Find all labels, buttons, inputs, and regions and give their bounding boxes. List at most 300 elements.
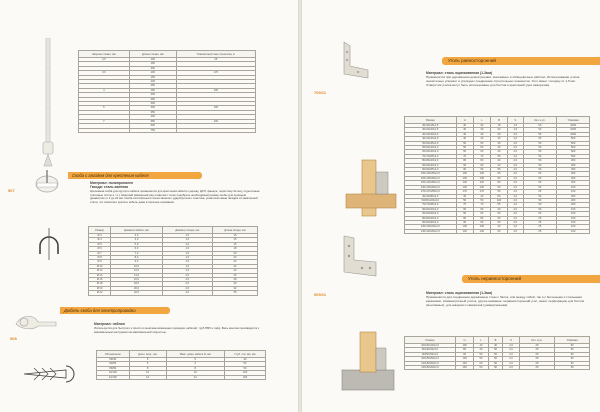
table-cell: 40 [224, 358, 265, 362]
table-cell: Ø 9 [89, 260, 111, 264]
nonequal-section-band: Уголь неравносторонний [462, 275, 600, 283]
table-cell: 60 [490, 229, 507, 233]
table-cell: 8,0 [111, 256, 162, 260]
table-cell: 1,6 [162, 256, 212, 260]
table-cell: 55 [490, 203, 507, 207]
table-cell: 2,0 [162, 282, 212, 286]
table-cell: 25 [519, 348, 555, 352]
table-cell: 2,0 [508, 225, 523, 229]
clip-table: Размер Диаметр кабеля, мм Диаметр гвоздя, мм Длина гвоздя, мм Ø 3 3,0 1,6 15 Ø 4 4,0 1,6 15 Ø 5 5,0 1,6 15 Ø 6 6,0 1,6 18 Ø 7 7,0 1,6 20 Ø 8 8,0 1,6 20 Ø 9 9,0 1,6 22 Ø 10 10,0 1,6 22 Ø 12 12,0 1,6 22 Ø 14 14,0 2,0 25 Ø 16 16,0 2,0 28 Ø 18 18,0 2,0 30 Ø 20 20,0 2,0 32 Ø 22 22,0 2,0 35 [88, 226, 258, 296]
dowel-description: Используется для быстрого и простого монтажа возможных проводов, кабелей, труб ПВХ и гофр. Весь монтаж производится с минимальным инструментом максимальной скоростью. [94, 326, 260, 334]
table-cell: 30х30х20х1,5 [405, 128, 457, 132]
table-cell: 40 [490, 225, 507, 229]
table-cell: 300 [557, 172, 590, 176]
table-cell: 2,0 [508, 172, 523, 176]
table-cell: 25 [519, 344, 555, 348]
table-cell: 250 [129, 97, 176, 101]
table-cell: 60 [473, 212, 490, 216]
table-cell: 200 [557, 198, 590, 202]
table-cell: 2,0 [508, 137, 523, 141]
table-cell: 50 [523, 154, 557, 158]
table-cell: 40 [456, 137, 473, 141]
table-cell: 20 [212, 256, 257, 260]
clip-code: 507 [8, 188, 15, 193]
table-cell: 60 [456, 150, 473, 154]
table-cell: 1000 [557, 132, 590, 136]
table-cell: 20 [490, 128, 507, 132]
table-cell: 80 [473, 159, 490, 163]
table-cell: 1,6 [162, 251, 212, 255]
table-cell: 750 [129, 128, 176, 132]
table-cell: 22 [212, 264, 257, 268]
table-cell: 100 [557, 185, 590, 189]
table-cell: 8 [166, 366, 224, 370]
table-cell: 2,0 [508, 220, 523, 224]
table-cell: 60х60х40х2,0 [405, 150, 457, 154]
table-cell: 2,0 [508, 212, 523, 216]
table-cell: 5 [79, 106, 130, 110]
table-cell: 250 [129, 84, 176, 88]
table-cell: 50х50х35х2,0 [405, 141, 457, 145]
table-cell: 100 [557, 190, 590, 194]
table-cell: 50 [555, 348, 590, 352]
table-cell: 60 [488, 348, 503, 352]
table-cell: 130 [473, 185, 490, 189]
table-cell: 2,0 [508, 132, 523, 136]
table-cell: 50х50х100х2,0 [405, 198, 457, 202]
table-cell: 3,6 [79, 71, 130, 75]
table-cell: 100 [456, 357, 474, 361]
table-cell: 200 [129, 80, 176, 84]
table-cell: 2,0 [508, 185, 523, 189]
table-cell: 30 [473, 128, 490, 132]
table-cell: 40х40х80х2,0 [405, 194, 457, 198]
table-cell: 10 [166, 371, 224, 375]
table-cell: 12/100 [97, 375, 130, 379]
table-cell: 50 [555, 361, 590, 365]
table-cell: 50 [555, 357, 590, 361]
table-cell: Ø 10 [89, 264, 111, 268]
table-cell: 90х90х90х2,0 [405, 220, 457, 224]
table-cell: 2,0 [508, 216, 523, 220]
table-cell: 2,0 [508, 203, 523, 207]
table-cell: 70 [473, 154, 490, 158]
table-cell: 100 [456, 225, 473, 229]
table-cell: 55 [490, 190, 507, 194]
table-cell: 50 [523, 194, 557, 198]
table-cell: 50 [488, 352, 503, 356]
table-cell: 100 [557, 216, 590, 220]
table-cell: 90 [473, 168, 490, 172]
table-cell: 120х120х80х2,0 [405, 181, 457, 185]
table-cell: 50 [523, 203, 557, 207]
dowel-photo [12, 308, 60, 334]
table-cell: 1,6 [162, 242, 212, 246]
cable-clip-drawing [34, 226, 64, 266]
table-cell: 60х60х60х2,0 [405, 212, 457, 216]
table-cell: 2,0 [162, 278, 212, 282]
table-cell: 80х40х60х2,0 [405, 348, 456, 352]
table-cell: 25 [523, 220, 557, 224]
table-cell: 2,0 [503, 357, 519, 361]
table-cell: 300 [557, 194, 590, 198]
table-row [79, 128, 256, 132]
table-cell: 90 [490, 185, 507, 189]
table-cell: 2,0 [508, 146, 523, 150]
table-cell: 70х70х55х2,0 [405, 154, 457, 158]
table-cell: Ø 18 [89, 282, 111, 286]
table-cell: 80 [456, 159, 473, 163]
table-cell: 120 [456, 181, 473, 185]
table-cell: 140 [456, 229, 473, 233]
table-cell: 40 [474, 348, 489, 352]
table-cell: 100 [473, 172, 490, 176]
angle-code-1: 709/11 [314, 90, 327, 95]
table-cell: 2,0 [508, 176, 523, 180]
table-cell: 50 [523, 207, 557, 211]
table-cell: 25 [523, 229, 557, 233]
table-cell: 20 [212, 251, 257, 255]
left-page [0, 0, 298, 412]
table-cell: 170 [456, 190, 473, 194]
table-cell: 35 [490, 141, 507, 145]
table-cell: 150 [129, 88, 176, 92]
table-cell: 8D/50 [97, 366, 130, 370]
table-cell: 6,0 [111, 247, 162, 251]
table-cell: 12 [129, 375, 166, 379]
table-cell: 300 [557, 168, 590, 172]
table-cell: 100 [224, 375, 265, 379]
table-cell: 70 [456, 154, 473, 158]
table-cell: 2,0 [162, 291, 212, 295]
table-cell: Ø 22 [89, 291, 111, 295]
table-cell: 500 [557, 150, 590, 154]
table-cell: 18 [212, 247, 257, 251]
table-cell: 100 [490, 198, 507, 202]
table-cell: 30 [212, 282, 257, 286]
table-cell: 50 [555, 366, 590, 370]
table-cell: 50 [523, 159, 557, 163]
table-cell: 40 [490, 150, 507, 154]
table-cell: 40х40х30х2,0 [405, 132, 457, 136]
table-cell: 100 [129, 71, 176, 75]
table-cell: 90 [473, 163, 490, 167]
table-cell: 105 [456, 176, 473, 180]
table-cell: 5 [129, 358, 166, 362]
table-cell: 50 [523, 176, 557, 180]
table-cell: 9,0 [111, 260, 162, 264]
table-cell: 90х90х40х2,0 [405, 207, 457, 211]
table-cell: 100 [557, 225, 590, 229]
table-cell: 2,0 [508, 163, 523, 167]
table-cell: 90 [456, 207, 473, 211]
table-row [97, 375, 266, 379]
table-cell: 65 [490, 172, 507, 176]
table-cell: 50 [473, 146, 490, 150]
table-cell: 80 [456, 216, 473, 220]
clip-material: Материал: полипропилен [90, 181, 134, 185]
table-cell: 30 [473, 124, 490, 128]
table-cell: 40 [474, 344, 489, 348]
table-cell: 50 [523, 150, 557, 154]
table-cell: 50 [523, 172, 557, 176]
table-cell: 2,0 [508, 168, 523, 172]
table-cell: 2,0 [508, 154, 523, 158]
table-cell: 2,0 [508, 194, 523, 198]
table-cell: 2,0 [503, 344, 519, 348]
table-cell: 60 [473, 150, 490, 154]
table-cell: 50 [523, 212, 557, 216]
table-cell: 3,0 [111, 234, 162, 238]
table-cell: 70 [473, 203, 490, 207]
table-cell: 1,6 [162, 264, 212, 268]
table-cell: 60 [488, 366, 503, 370]
table-cell: 10 [129, 371, 166, 375]
table-cell: 40 [490, 146, 507, 150]
table-cell: 2,0 [508, 150, 523, 154]
table-cell: 18 [490, 124, 507, 128]
table-cell: 130 [456, 366, 474, 370]
table-cell: 90 [473, 220, 490, 224]
table-cell: 1,5 [508, 124, 523, 128]
table-cell: 50 [488, 357, 503, 361]
table-cell: 170х170х55х2,0 [405, 190, 457, 194]
table-cell: 100х50х50х2,0 [405, 357, 456, 361]
table-cell: 32 [212, 286, 257, 290]
table-cell: Ø 6 [89, 247, 111, 251]
table-cell: 40 [456, 194, 473, 198]
table-cell: 100 [176, 106, 255, 110]
table-cell: 10,0 [111, 264, 162, 268]
table-cell: 90 [490, 220, 507, 224]
table-cell: Ø 12 [89, 269, 111, 273]
table-cell: 25 [519, 352, 555, 356]
table-row [405, 366, 590, 370]
table-cell: 60 [456, 212, 473, 216]
table-cell: 60 [490, 212, 507, 216]
table-cell: 40 [473, 137, 490, 141]
table-cell: 100х100х65х2,0 [405, 172, 457, 176]
table-cell: 70х70х55х2,0 [405, 203, 457, 207]
table-cell: 50 [523, 185, 557, 189]
table-cell: 150 [129, 62, 176, 66]
table-cell: 130х130х90х2,0 [405, 185, 457, 189]
table-cell: 100 [456, 172, 473, 176]
table-cell: 300 [557, 159, 590, 163]
table-row [89, 291, 258, 295]
table-cell: 50 [523, 181, 557, 185]
table-cell: 7 [79, 119, 130, 123]
table-cell: 120 [473, 181, 490, 185]
wide-bracket-illustration [340, 232, 380, 280]
table-cell: 50 [523, 198, 557, 202]
bracket-wood-joint-photo [344, 158, 400, 218]
dowel-material: Материал: нейлон [94, 322, 125, 326]
dowel-section-band: Дюбель-скоба для электропроводки [60, 307, 170, 314]
table-cell: 25 [519, 361, 555, 365]
table-cell: 50 [523, 168, 557, 172]
table-cell: 50 [473, 141, 490, 145]
table-cell: 90 [473, 207, 490, 211]
table-cell: 80 [490, 194, 507, 198]
table-cell: 50 [523, 128, 557, 132]
table-cell: 35 [212, 291, 257, 295]
cable-clip-photo [32, 168, 62, 194]
table-cell: 50 [555, 344, 590, 348]
table-cell: 80 [456, 348, 474, 352]
table-cell: 50 [474, 357, 489, 361]
table-cell: 2,0 [503, 366, 519, 370]
table-cell: 120х60х60х2,0 [405, 361, 456, 365]
table-cell: 50 [523, 146, 557, 150]
table-cell: 130х60х60х2,0 [405, 366, 456, 370]
table-cell: 14,0 [111, 273, 162, 277]
table-cell: 15 [212, 238, 257, 242]
dowel-table: Обозначение Длин. скор., мм Макс. диам. кабеля D, мм Глуб. отв. мм, мм 5D/40 5 5 40 6D/50 6 6 50 8D/50 8 8 50 10/100 10 10 100 12/100 12 12 100 [96, 350, 266, 380]
table-cell: 55 [490, 154, 507, 158]
table-cell: 28 [212, 278, 257, 282]
table-cell: 8 [129, 366, 166, 370]
table-cell: 4,0 [111, 238, 162, 242]
table-cell: 12,0 [111, 269, 162, 273]
table-cell: 300 [557, 163, 590, 167]
table-cell: 170 [473, 190, 490, 194]
table-cell: 25 [519, 357, 555, 361]
table-cell: 4 [79, 88, 130, 92]
table-cell: 1,5 [508, 128, 523, 132]
table-cell: 400 [129, 115, 176, 119]
table-cell: 25 [176, 58, 255, 62]
table-cell: 25 [519, 366, 555, 370]
table-cell: 100х40х40х2,0 [405, 344, 456, 348]
table-cell: 90х50х50х2,0 [405, 352, 456, 356]
table-cell: 550 [129, 119, 176, 123]
table-row [405, 229, 590, 233]
table-cell: Ø 20 [89, 286, 111, 290]
table-cell: 1000 [557, 128, 590, 132]
table-cell: 2,0 [508, 141, 523, 145]
table-cell: 50 [523, 124, 557, 128]
table-cell: Ø 7 [89, 251, 111, 255]
table-cell: 60 [474, 366, 489, 370]
table-cell: 2,0 [162, 273, 212, 277]
table-cell: 50 [456, 198, 473, 202]
table-cell: 40х40х40х2,0 [405, 137, 457, 141]
table-cell: 6D/50 [97, 362, 130, 366]
table-cell: Ø 14 [89, 273, 111, 277]
table-cell: 2,0 [508, 198, 523, 202]
angle-code-2: 509/11 [314, 292, 327, 297]
table-cell: 90х90х65х2,0 [405, 168, 457, 172]
table-cell: 2,0 [508, 207, 523, 211]
bracket-concrete-photo [338, 330, 398, 394]
table-cell: 140 [473, 229, 490, 233]
table-cell: 50 [523, 132, 557, 136]
table-cell: 20,0 [111, 286, 162, 290]
table-cell: 80 [490, 181, 507, 185]
table-cell: 65 [490, 168, 507, 172]
table-cell: 100 [224, 371, 265, 375]
table-cell: 50 [523, 141, 557, 145]
table-cell: 7,0 [111, 251, 162, 255]
table-cell: 2,0 [508, 159, 523, 163]
reinforced-material: Материал: сталь оцинкованная (1-3мм) [426, 71, 493, 75]
table-cell: 80х80х60х2,0 [405, 216, 457, 220]
table-cell: 22,0 [111, 291, 162, 295]
table-cell: 105х105х90х2,0 [405, 176, 457, 180]
table-cell: 100 [473, 225, 490, 229]
reinforced-table: Размер H L B S Кол. в уп. Упаковка 30х30х18х1,5 30 30 18 1,5 50 1000 30х30х20х1,5 30 30 20 1,5 50 1000 40х40х30х2,0 40 40 30 2,0 50 1000 40х40х40х2,0 40 40 40 2,0 50 500 50х50х35х2,0 50 50 35 2,0 50 500 50х50х40х2,0 50 50 40 2,0 50 500 60х60х40х2,0 60 60 40 2,0 50 500 70х70х55х2,0 70 70 55 2,0 50 500 80х80х40х2,0 80 80 40 2,0 50 300 90х90х40х2,0 90 90 40 2,0 50 300 90х90х65х2,0 90 90 65 2,0 50 300 100х100х65х2,0 100 100 65 2,0 50 300 105х105х90х2,0 105 105 90 2,0 50 200 120х120х80х2,0 120 120 80 2,0 50 200 130х130х90х2,0 130 130 90 2,0 50 100 170х170х55х2,0 170 170 55 2,0 25 100 40х40х80х2,0 40 40 80 2,0 50 300 50х50х100х2,0 50 50 100 2,0 50 200 70х70х55х2,0 70 70 55 2,0 50 200 90х90х40х2,0 90 90 40 2,0 50 100 60х60х60х2,0 60 60 60 2,0 50 100 80х80х60х2,0 80 80 60 2,0 25 100 90х90х90х2,0 90 90 90 2,0 25 100 100х100х40х2,0 100 100 40 2,0 25 100 140х140х60х2,0 140 140 60 2,0 25 100 [404, 116, 590, 234]
table-cell: 6 [129, 362, 166, 366]
table-cell: 80 [473, 216, 490, 220]
clip-section-band: Скоба с гвоздем для крепления кабеля [68, 172, 202, 179]
table-cell: 1,6 [162, 247, 212, 251]
table-cell: 50 [456, 141, 473, 145]
table-cell: 120 [456, 361, 474, 365]
table-cell: 6 [166, 362, 224, 366]
table-cell: 40 [473, 132, 490, 136]
table-cell: 70 [456, 203, 473, 207]
table-cell: 350 [129, 110, 176, 114]
table-cell: 150 [129, 75, 176, 79]
table-cell: 5 [166, 358, 224, 362]
table-cell: 22 [212, 269, 257, 273]
table-cell: 100 [129, 58, 176, 62]
table-cell: 90х90х40х2,0 [405, 163, 457, 167]
table-cell: 60 [488, 361, 503, 365]
table-cell: 25 [523, 216, 557, 220]
table-cell: Ø 5 [89, 242, 111, 246]
table-cell: 90 [456, 168, 473, 172]
table-cell: 22 [212, 260, 257, 264]
table-cell: 300 [129, 106, 176, 110]
table-cell: 30х30х18х1,5 [405, 124, 457, 128]
table-cell: 40 [490, 159, 507, 163]
table-cell: 200 [557, 181, 590, 185]
table-cell: 50 [224, 366, 265, 370]
table-cell: 100 [456, 344, 474, 348]
table-cell: 25 [523, 225, 557, 229]
table-cell: 500 [557, 154, 590, 158]
table-cell: 2,0 [508, 229, 523, 233]
cable-tie-illustration [40, 38, 60, 168]
table-cell: 200 [557, 203, 590, 207]
table-cell: 1,6 [162, 234, 212, 238]
reinforced-section-band: Уголь равносторонний [442, 57, 600, 65]
table-cell: 40 [490, 137, 507, 141]
table-cell: 140х140х60х2,0 [405, 229, 457, 233]
table-cell: 90 [456, 220, 473, 224]
table-cell: 50 [523, 163, 557, 167]
table-cell: Ø 3 [89, 234, 111, 238]
table-cell: 50 [224, 362, 265, 366]
table-cell: 100 [557, 220, 590, 224]
dowel-code: 508 [10, 336, 17, 341]
table-cell: 200 [129, 93, 176, 97]
table-cell: 90 [490, 176, 507, 180]
right-page [302, 0, 600, 412]
table-cell: 100 [176, 119, 255, 123]
table-cell: 12 [166, 375, 224, 379]
table-cell: 2,0 [508, 190, 523, 194]
table-cell: 170 [176, 71, 255, 75]
table-cell: 130 [456, 185, 473, 189]
table-cell: 100х100х40х2,0 [405, 225, 457, 229]
table-cell: 40 [490, 207, 507, 211]
table-cell: Ø 16 [89, 278, 111, 282]
angle-bracket-illustration [340, 38, 372, 82]
table-cell: 30 [456, 128, 473, 132]
